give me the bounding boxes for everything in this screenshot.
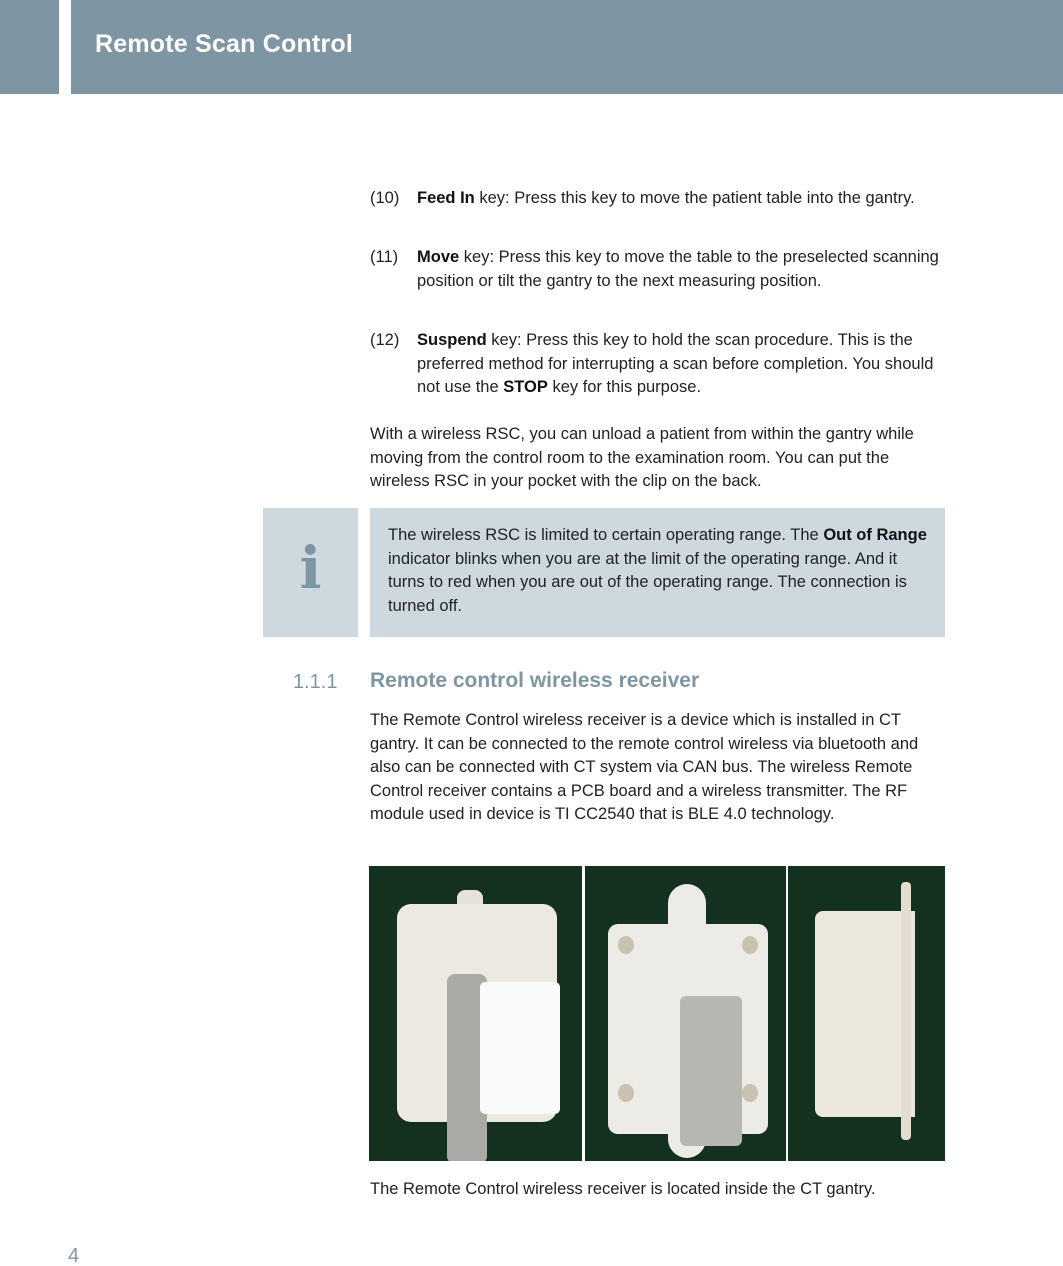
screw-hole [742, 936, 758, 954]
page-header [71, 0, 1063, 94]
product-label [480, 982, 560, 1114]
photo-receiver-back [585, 866, 786, 1161]
list-number: (11) [370, 248, 399, 266]
screw-hole [618, 1084, 634, 1102]
list-text: key: Press this key to move the patient table into the gantry. [474, 189, 915, 207]
list-body [417, 329, 952, 400]
receiver-body [815, 911, 915, 1117]
info-note-bold: Out of Range [823, 526, 927, 544]
wireless-rsc-paragraph: With a wireless RSC, you can unload a patient from within the gantry while moving from the control room to the examination room. You can put the wireless RSC in your pocket with the clip on the back. [370, 425, 914, 490]
list-number: (10) [370, 189, 400, 207]
section-number: 1.1.1 [293, 671, 338, 693]
list-text: key for this purpose. [547, 378, 702, 396]
info-note-text-2: indicator blinks when you are at the limit of the operating range. And it turns to red when you are out of the operating range. The connection is turned off. [388, 549, 907, 615]
list-number: (12) [370, 331, 400, 349]
photo-receiver-front [369, 866, 582, 1161]
section-body: The Remote Control wireless receiver is a device which is installed in CT gantry. It can be connected to the remote control wireless via bluetooth and also can be connected with CT system via CAN bus. The wireless Remote Control receiver contains a PCB board and a wireless transmitter. The RF module used in device is TI CC2540 that is BLE 4.0 technology. [370, 711, 919, 823]
receiver-body [397, 904, 557, 1122]
stop-key-name: STOP [503, 378, 548, 396]
list-body [417, 246, 952, 293]
photo-receiver-side [788, 866, 945, 1161]
info-icon-box [263, 508, 358, 637]
screw-hole [618, 936, 634, 954]
key-name: Feed In [417, 189, 475, 207]
siemens-label [680, 996, 742, 1146]
section-title: Remote control wireless receiver [370, 669, 700, 692]
receiver-body [608, 924, 768, 1134]
page-title: Remote Scan Control [95, 30, 353, 58]
list-body [417, 187, 952, 211]
info-note [370, 508, 945, 637]
info-note-text: The wireless RSC is limited to certain operating range. The [388, 526, 824, 544]
key-name: Suspend [417, 331, 487, 349]
receiver-photos [369, 866, 945, 1161]
figure-caption: The Remote Control wireless receiver is located inside the CT gantry. [370, 1180, 876, 1198]
info-icon: i [299, 534, 322, 602]
list-text: key: Press this key to hold the scan procedure. This is the preferred method for interrupting a scan before completion. You should not use the [417, 331, 934, 396]
screw-hole [742, 1084, 758, 1102]
receiver-flange [901, 882, 911, 1140]
list-text: key: Press this key to move the table to the preselected scanning position or tilt the gantry to the next measuring position. [417, 248, 939, 290]
page-number: 4 [68, 1245, 80, 1266]
key-name: Move [417, 248, 460, 266]
header-side-block [0, 0, 59, 94]
